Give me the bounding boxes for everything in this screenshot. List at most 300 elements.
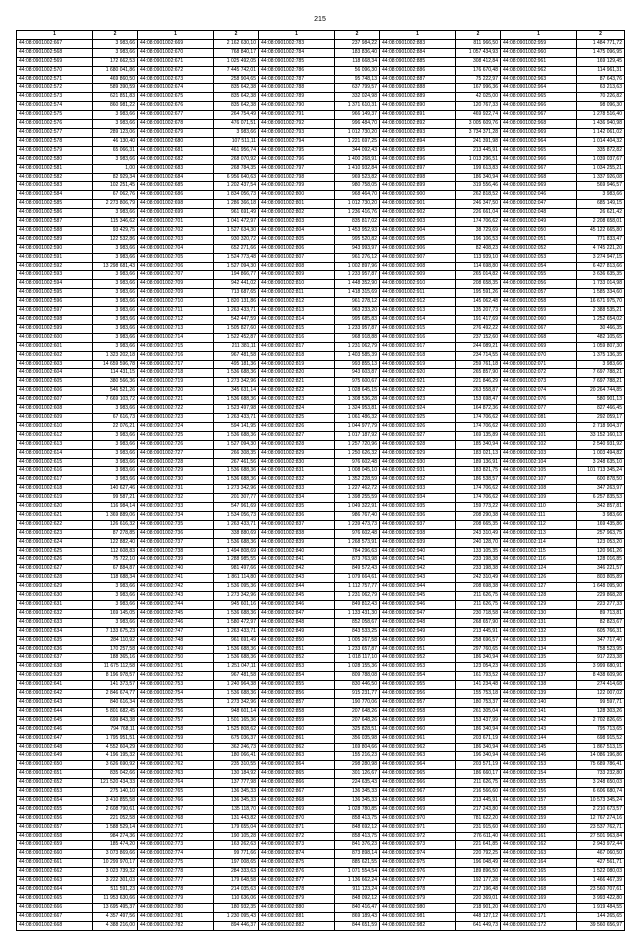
cadastral-number-cell: 44:08:0901002:596 (17, 298, 93, 307)
cadastral-value-cell: 1 580 472,97 (214, 618, 259, 627)
cadastral-number-cell: 44:08:0901002:824 (259, 405, 335, 414)
cadastral-number-cell: 44:08:0901002:784 (259, 48, 335, 57)
cadastral-value-cell: 130 184,92 (214, 770, 259, 779)
cadastral-value-cell: 335 872,82 (577, 146, 625, 155)
cadastral-value-cell: 229 868,28 (577, 592, 625, 601)
cadastral-number-cell: 44:08:0901002:754 (138, 690, 214, 699)
cadastral-number-cell: 44:08:0901002:760 (138, 743, 214, 752)
cadastral-value-cell: 1 059 807,30 (577, 342, 625, 351)
table-row (17, 707, 625, 716)
cadastral-number-cell: 44:08:0901002:967 (501, 164, 577, 173)
cadastral-number-cell: 44:08:0901002:661 (17, 859, 93, 868)
cadastral-number-cell: 44:08:0901002:964 (501, 137, 577, 146)
cadastral-value-cell: 547 961,69 (214, 503, 259, 512)
cadastral-value-cell: 3 983,66 (93, 155, 138, 164)
cadastral-value-cell: 237 152,60 (456, 333, 501, 342)
cadastral-number-cell: 44:08:0901002:786 (259, 66, 335, 75)
cadastral-value-cell: 885 621,55 (335, 859, 380, 868)
cadastral-number-cell: 44:08:0901002:719 (138, 378, 214, 387)
table-row (17, 271, 625, 280)
cadastral-value-cell: 961 276,12 (335, 253, 380, 262)
cadastral-number-cell: 44:08:0901002:775 (138, 859, 214, 868)
cadastral-value-cell: 244 089,21 (456, 342, 501, 351)
cadastral-number-cell: 44:08:0901002:138 (501, 681, 577, 690)
cadastral-value-cell: 1 324 953,81 (335, 405, 380, 414)
cadastral-value-cell: 873 763,98 (335, 556, 380, 565)
cadastral-value-cell: 1 227 462,72 (335, 485, 380, 494)
cadastral-value-cell: 174 706,62 (456, 494, 501, 503)
cadastral-number-cell: 44:08:0901002:629 (17, 583, 93, 592)
cadastral-number-cell: 44:08:0901002:797 (259, 164, 335, 173)
cadastral-number-cell: 44:08:0901002:946 (380, 601, 456, 610)
cadastral-value-cell: 136 345,33 (335, 788, 380, 797)
cadastral-value-cell: 208 290,38 (456, 511, 501, 520)
cadastral-value-cell: 1 263 433,71 (214, 307, 259, 316)
cadastral-value-cell: 3 983,66 (93, 440, 138, 449)
cadastral-value-cell: 172 662,53 (93, 57, 138, 66)
cadastral-value-cell: 155 216,23 (335, 752, 380, 761)
cadastral-value-cell: 161 793,52 (456, 672, 501, 681)
cadastral-value-cell: 169 135,89 (456, 431, 501, 440)
cadastral-number-cell: 44:08:0901002:676 (138, 102, 214, 111)
cadastral-number-cell: 44:08:0901002:791 (259, 111, 335, 120)
cadastral-number-cell: 44:08:0901002:055 (501, 271, 577, 280)
cadastral-value-cell: 795 713,65 (577, 725, 625, 734)
cadastral-number-cell: 44:08:0901002:665 (17, 894, 93, 903)
cadastral-value-cell: 542 447,59 (214, 316, 259, 325)
cadastral-number-cell: 44:08:0901002:896 (380, 155, 456, 164)
cadastral-number-cell: 44:08:0901002:615 (17, 458, 93, 467)
cadastral-value-cell: 141 234,48 (456, 681, 501, 690)
cadastral-value-cell: 183 021,13 (456, 449, 501, 458)
cadastral-value-cell: 3 983,66 (93, 39, 138, 48)
table-row (17, 556, 625, 565)
cadastral-number-cell: 44:08:0901002:887 (380, 75, 456, 84)
cadastral-value-cell: 211 381,11 (214, 342, 259, 351)
cadastral-number-cell: 44:08:0901002:826 (259, 422, 335, 431)
cadastral-value-cell: 1 231 062,79 (335, 592, 380, 601)
cadastral-number-cell: 44:08:0901002:153 (501, 761, 577, 770)
cadastral-value-cell: 1 233 657,87 (335, 645, 380, 654)
cadastral-value-cell: 995 520,82 (335, 235, 380, 244)
cadastral-number-cell: 44:08:0901002:144 (501, 734, 577, 743)
cadastral-number-cell: 44:08:0901002:934 (380, 494, 456, 503)
cadastral-number-cell: 44:08:0901002:653 (17, 788, 93, 797)
cadastral-value-cell: 6 606 680,74 (577, 788, 625, 797)
cadastral-value-cell: 546 521,26 (93, 387, 138, 396)
cadastral-number-cell: 44:08:0901002:959 (501, 39, 577, 48)
table-row (17, 396, 625, 405)
column-header: 1 (259, 31, 335, 40)
cadastral-value-cell: 1 233 957,87 (335, 324, 380, 333)
cadastral-number-cell: 44:08:0901002:146 (501, 752, 577, 761)
cadastral-value-cell: 235 310,55 (214, 761, 259, 770)
cadastral-number-cell: 44:08:0901002:590 (17, 244, 93, 253)
cadastral-value-cell: 1 418 315,69 (335, 289, 380, 298)
cadastral-number-cell: 44:08:0901002:755 (138, 698, 214, 707)
cadastral-value-cell: 3 734 371,28 (456, 128, 501, 137)
cadastral-value-cell: 346 221,57 (577, 565, 625, 574)
cadastral-value-cell: 33 152 160,13 (577, 431, 625, 440)
cadastral-number-cell: 44:08:0901002:841 (259, 556, 335, 565)
cadastral-value-cell: 20 264 744,85 (577, 387, 625, 396)
cadastral-value-cell: 380 566,36 (93, 378, 138, 387)
cadastral-number-cell: 44:08:0901002:683 (138, 164, 214, 173)
cadastral-number-cell: 44:08:0901002:701 (138, 218, 214, 227)
cadastral-value-cell: 2 273 806,79 (93, 200, 138, 209)
cadastral-number-cell: 44:08:0901002:705 (138, 253, 214, 262)
cadastral-number-cell: 44:08:0901002:660 (17, 850, 93, 859)
cadastral-value-cell: 1 867 513,15 (577, 743, 625, 752)
cadastral-number-cell: 44:08:0901002:976 (380, 868, 456, 877)
cadastral-number-cell: 44:08:0901002:917 (380, 342, 456, 351)
cadastral-value-cell: 65 066,31 (93, 146, 138, 155)
cadastral-number-cell: 44:08:0901002:813 (259, 307, 335, 316)
cadastral-value-cell: 1 018 117,10 (335, 654, 380, 663)
cadastral-value-cell: 1 278 516,40 (577, 111, 625, 120)
table-row (17, 307, 625, 316)
cadastral-number-cell: 44:08:0901002:599 (17, 324, 93, 333)
cadastral-number-cell: 44:08:0901002:614 (17, 449, 93, 458)
cadastral-number-cell: 44:08:0901002:789 (259, 93, 335, 102)
cadastral-value-cell: 758 523,95 (577, 645, 625, 654)
cadastral-number-cell: 44:08:0901002:165 (501, 868, 577, 877)
cadastral-number-cell: 44:08:0901002:956 (380, 690, 456, 699)
cadastral-number-cell: 44:08:0901002:582 (17, 173, 93, 182)
cadastral-value-cell: 427 561,71 (577, 859, 625, 868)
table-row (17, 146, 625, 155)
cadastral-number-cell: 44:08:0901002:833 (259, 485, 335, 494)
cadastral-value-cell: 1 250 626,32 (335, 449, 380, 458)
header-row (17, 31, 625, 40)
cadastral-value-cell: 213 445,91 (456, 796, 501, 805)
cadastral-value-cell: 93 429,75 (93, 226, 138, 235)
cadastral-value-cell: 3 983,66 (93, 458, 138, 467)
cadastral-number-cell: 44:08:0901002:612 (17, 431, 93, 440)
cadastral-number-cell: 44:08:0901002:904 (380, 226, 456, 235)
cadastral-value-cell: 1 273 342,96 (214, 485, 259, 494)
cadastral-number-cell: 44:08:0901002:623 (17, 529, 93, 538)
cadastral-number-cell: 44:08:0901002:865 (259, 770, 335, 779)
cadastral-number-cell: 44:08:0901002:681 (138, 146, 214, 155)
cadastral-number-cell: 44:08:0901002:913 (380, 307, 456, 316)
table-row (17, 440, 625, 449)
cadastral-value-cell: 4 196 195,32 (93, 752, 138, 761)
cadastral-value-cell: 733 232,80 (577, 770, 625, 779)
cadastral-value-cell: 1 795 951,51 (93, 734, 138, 743)
cadastral-number-cell: 44:08:0901002:919 (380, 360, 456, 369)
cadastral-value-cell: 128 303,26 (577, 707, 625, 716)
cadastral-number-cell: 44:08:0901002:702 (138, 226, 214, 235)
cadastral-value-cell: 203 571,19 (456, 761, 501, 770)
cadastral-value-cell: 3 983,66 (577, 191, 625, 200)
cadastral-value-cell: 1 453 952,93 (335, 226, 380, 235)
cadastral-value-cell: 1 648 095,90 (577, 583, 625, 592)
cadastral-number-cell: 44:08:0901002:924 (380, 405, 456, 414)
cadastral-number-cell: 44:08:0901002:050 (501, 226, 577, 235)
cadastral-value-cell: 594 141,95 (214, 422, 259, 431)
cadastral-number-cell: 44:08:0901002:972 (380, 832, 456, 841)
cadastral-number-cell: 44:08:0901002:854 (259, 672, 335, 681)
cadastral-value-cell: 1 236 416,76 (335, 209, 380, 218)
cadastral-number-cell: 44:08:0901002:875 (259, 859, 335, 868)
cadastral-value-cell: 1 323 202,18 (93, 351, 138, 360)
cadastral-number-cell: 44:08:0901002:635 (17, 636, 93, 645)
cadastral-value-cell: 268 784,35 (214, 164, 259, 173)
cadastral-number-cell: 44:08:0901002:071 (501, 360, 577, 369)
cadastral-number-cell: 44:08:0901002:568 (17, 48, 93, 57)
cadastral-number-cell: 44:08:0901002:644 (17, 707, 93, 716)
cadastral-number-cell: 44:08:0901002:626 (17, 556, 93, 565)
cadastral-number-cell: 44:08:0901002:703 (138, 235, 214, 244)
column-header: 2 (214, 31, 259, 40)
cadastral-value-cell: 1 410 932,84 (335, 164, 380, 173)
table-row (17, 894, 625, 903)
cadastral-number-cell: 44:08:0901002:899 (380, 182, 456, 191)
cadastral-number-cell: 44:08:0901002:831 (259, 467, 335, 476)
cadastral-value-cell: 98 096,30 (577, 102, 625, 111)
cadastral-number-cell: 44:08:0901002:741 (138, 574, 214, 583)
cadastral-value-cell: 2 210 673,57 (577, 805, 625, 814)
cadastral-number-cell: 44:08:0901002:715 (138, 342, 214, 351)
cadastral-value-cell: 6 427 813,66 (577, 262, 625, 271)
cadastral-number-cell: 44:08:0901002:821 (259, 378, 335, 387)
cadastral-number-cell: 44:08:0901002:143 (501, 725, 577, 734)
cadastral-value-cell: 207 648,26 (335, 716, 380, 725)
cadastral-value-cell: 131 443,82 (214, 814, 259, 823)
cadastral-value-cell: 1 005 267,58 (335, 636, 380, 645)
cadastral-number-cell: 44:08:0901002:745 (138, 609, 214, 618)
cadastral-value-cell: 1 057 434,93 (456, 48, 501, 57)
cadastral-number-cell: 44:08:0901002:126 (501, 574, 577, 583)
cadastral-number-cell: 44:08:0901002:740 (138, 565, 214, 574)
cadastral-value-cell: 469 922,74 (456, 111, 501, 120)
cadastral-value-cell: 14 086 196,86 (577, 752, 625, 761)
table-row (17, 520, 625, 529)
cadastral-number-cell: 44:08:0901002:903 (380, 218, 456, 227)
cadastral-number-cell: 44:08:0901002:129 (501, 601, 577, 610)
cadastral-value-cell: 284 110,92 (93, 636, 138, 645)
cadastral-number-cell: 44:08:0901002:847 (259, 609, 335, 618)
cadastral-number-cell: 44:08:0901002:872 (259, 832, 335, 841)
cadastral-value-cell: 345 631,14 (214, 387, 259, 396)
cadastral-number-cell: 44:08:0901002:978 (380, 886, 456, 895)
cadastral-number-cell: 44:08:0901002:733 (138, 503, 214, 512)
cadastral-number-cell: 44:08:0901002:140 (501, 698, 577, 707)
cadastral-number-cell: 44:08:0901002:965 (380, 770, 456, 779)
cadastral-value-cell: 1 041 472,97 (214, 218, 259, 227)
cadastral-number-cell: 44:08:0901002:670 (138, 48, 214, 57)
cadastral-value-cell: 2 388 535,21 (577, 307, 625, 316)
cadastral-value-cell: 195 591,26 (456, 289, 501, 298)
cadastral-value-cell: 223 277,33 (577, 601, 625, 610)
cadastral-number-cell: 44:08:0901002:109 (501, 494, 577, 503)
cadastral-value-cell: 461 956,74 (214, 146, 259, 155)
cadastral-value-cell: 128 016,85 (577, 556, 625, 565)
cadastral-value-cell: 118 668,34 (335, 57, 380, 66)
column-header: 1 (138, 31, 214, 40)
table-row (17, 770, 625, 779)
cadastral-value-cell: 3 023 739,32 (93, 868, 138, 877)
cadastral-value-cell: 10 299 970,17 (93, 859, 138, 868)
cadastral-value-cell: 308 412,84 (456, 57, 501, 66)
cadastral-number-cell: 44:08:0901002:929 (380, 449, 456, 458)
cadastral-value-cell: 122 532,86 (93, 235, 138, 244)
cadastral-number-cell: 44:08:0901002:613 (17, 440, 93, 449)
cadastral-number-cell: 44:08:0901002:882 (259, 921, 335, 930)
cadastral-value-cell: 699 843,38 (93, 716, 138, 725)
cadastral-value-cell: 240 128,70 (456, 538, 501, 547)
cadastral-number-cell: 44:08:0901002:751 (138, 663, 214, 672)
cadastral-value-cell: 1 049 322,91 (335, 503, 380, 512)
cadastral-number-cell: 44:08:0901002:579 (17, 146, 93, 155)
cadastral-number-cell: 44:08:0901002:923 (380, 396, 456, 405)
cadastral-value-cell: 268 657,90 (456, 618, 501, 627)
cadastral-number-cell: 44:08:0901002:651 (17, 770, 93, 779)
table-row (17, 235, 625, 244)
cadastral-number-cell: 44:08:0901002:819 (259, 360, 335, 369)
cadastral-number-cell: 44:08:0901002:112 (501, 520, 577, 529)
cadastral-value-cell: 1 028 645,15 (335, 387, 380, 396)
cadastral-number-cell: 44:08:0901002:170 (501, 903, 577, 912)
cadastral-value-cell: 976 602,48 (335, 458, 380, 467)
cadastral-number-cell: 44:08:0901002:656 (17, 814, 93, 823)
table-row (17, 57, 625, 66)
cadastral-number-cell: 44:08:0901002:766 (138, 796, 214, 805)
cadastral-value-cell: 1 536 688,36 (214, 476, 259, 485)
cadastral-number-cell: 44:08:0901002:711 (138, 307, 214, 316)
cadastral-number-cell: 44:08:0901002:575 (17, 111, 93, 120)
cadastral-value-cell: 1 534 056,73 (214, 511, 259, 520)
cadastral-number-cell: 44:08:0901002:982 (380, 921, 456, 930)
cadastral-number-cell: 44:08:0901002:649 (17, 752, 93, 761)
cadastral-number-cell: 44:08:0901002:861 (259, 734, 335, 743)
cadastral-value-cell: 185 340,94 (456, 440, 501, 449)
cadastral-number-cell: 44:08:0901002:654 (17, 796, 93, 805)
cadastral-value-cell: 1 136 662,24 (335, 877, 380, 886)
cadastral-value-cell: 3 983,66 (577, 511, 625, 520)
cadastral-number-cell: 44:08:0901002:866 (259, 779, 335, 788)
table-row (17, 547, 625, 556)
cadastral-number-cell: 44:08:0901002:699 (138, 209, 214, 218)
cadastral-value-cell: 1 484 771,72 (577, 39, 625, 48)
cadastral-number-cell: 44:08:0901002:811 (259, 289, 335, 298)
cadastral-number-cell: 44:08:0901002:805 (259, 235, 335, 244)
cadastral-number-cell: 44:08:0901002:728 (138, 458, 214, 467)
cadastral-value-cell: 67 884,87 (93, 565, 138, 574)
cadastral-value-cell: 1 012 730,20 (335, 200, 380, 209)
cadastral-number-cell: 44:08:0901002:840 (259, 547, 335, 556)
cadastral-number-cell: 44:08:0901002:155 (501, 779, 577, 788)
cadastral-value-cell: 869 189,43 (335, 912, 380, 921)
cadastral-value-cell: 3 222 301,03 (93, 877, 138, 886)
cadastral-number-cell: 44:08:0901002:734 (138, 511, 214, 520)
cadastral-number-cell: 44:08:0901002:110 (501, 503, 577, 512)
cadastral-value-cell: 3 005 609,76 (456, 120, 501, 129)
cadastral-value-cell: 967 481,58 (214, 672, 259, 681)
cadastral-value-cell: 186 538,57 (456, 476, 501, 485)
cadastral-number-cell: 44:08:0901002:836 (259, 511, 335, 520)
cadastral-number-cell: 44:08:0901002:720 (138, 387, 214, 396)
table-row (17, 503, 625, 512)
cadastral-value-cell: 675 036,37 (214, 734, 259, 743)
cadastral-number-cell: 44:08:0901002:907 (380, 253, 456, 262)
table-row (17, 796, 625, 805)
table-row (17, 841, 625, 850)
cadastral-number-cell: 44:08:0901002:081 (501, 413, 577, 422)
cadastral-value-cell: 297 760,65 (456, 645, 501, 654)
cadastral-number-cell: 44:08:0901002:619 (17, 494, 93, 503)
table-row (17, 360, 625, 369)
cadastral-value-cell: 1 536 688,36 (214, 467, 259, 476)
cadastral-number-cell: 44:08:0901002:906 (380, 244, 456, 253)
cadastral-number-cell: 44:08:0901002:874 (259, 850, 335, 859)
cadastral-value-cell: 1 448 352,90 (335, 280, 380, 289)
cadastral-number-cell: 44:08:0901002:103 (501, 449, 577, 458)
table-row (17, 850, 625, 859)
cadastral-value-cell: 1 536 688,36 (214, 690, 259, 699)
cadastral-value-cell: 126 616,32 (93, 520, 138, 529)
cadastral-value-cell: 298 280,98 (335, 761, 380, 770)
cadastral-value-cell: 967 481,58 (214, 351, 259, 360)
cadastral-value-cell: 122 882,40 (93, 538, 138, 547)
cadastral-number-cell: 44:08:0901002:724 (138, 422, 214, 431)
cadastral-number-cell: 44:08:0901002:891 (380, 111, 456, 120)
cadastral-value-cell: 809 788,08 (335, 672, 380, 681)
cadastral-value-cell: 1 527 094,30 (214, 262, 259, 271)
cadastral-value-cell: 186 660,17 (456, 770, 501, 779)
cadastral-value-cell: 1 230 095,43 (214, 912, 259, 921)
table-row (17, 681, 625, 690)
cadastral-value-cell: 3 248 635,10 (577, 458, 625, 467)
cadastral-number-cell: 44:08:0901002:763 (138, 770, 214, 779)
cadastral-number-cell: 44:08:0901002:594 (17, 280, 93, 289)
table-row (17, 476, 625, 485)
cadastral-number-cell: 44:08:0901002:783 (259, 39, 335, 48)
cadastral-number-cell: 44:08:0901002:921 (380, 378, 456, 387)
cadastral-value-cell: 1 536 688,36 (214, 369, 259, 378)
table-row (17, 413, 625, 422)
cadastral-number-cell: 44:08:0901002:727 (138, 449, 214, 458)
cadastral-number-cell: 44:08:0901002:825 (259, 413, 335, 422)
cadastral-value-cell: 180 753,37 (456, 698, 501, 707)
cadastral-number-cell: 44:08:0901002:851 (259, 645, 335, 654)
cadastral-number-cell: 44:08:0901002:935 (380, 503, 456, 512)
cadastral-value-cell: 980 758,05 (335, 182, 380, 191)
cadastral-number-cell: 44:08:0901002:926 (380, 422, 456, 431)
cadastral-number-cell: 44:08:0901002:859 (259, 716, 335, 725)
cadastral-value-cell: 448 127,12 (456, 912, 501, 921)
cadastral-number-cell: 44:08:0901002:787 (259, 75, 335, 84)
cadastral-value-cell: 1 252 654,02 (577, 316, 625, 325)
table-row (17, 609, 625, 618)
cadastral-value-cell: 284 333,63 (214, 868, 259, 877)
cadastral-value-cell: 208 658,35 (456, 280, 501, 289)
cadastral-number-cell: 44:08:0901002:598 (17, 316, 93, 325)
cadastral-value-cell: 192 177,28 (456, 877, 501, 886)
cadastral-value-cell: 196 340,94 (456, 752, 501, 761)
cadastral-number-cell: 44:08:0901002:777 (138, 877, 214, 886)
table-row (17, 120, 625, 129)
cadastral-number-cell: 44:08:0901002:878 (259, 886, 335, 895)
cadastral-value-cell: 621 851,83 (93, 93, 138, 102)
cadastral-value-cell: 123 054,23 (456, 663, 501, 672)
cadastral-value-cell: 174 706,62 (456, 413, 501, 422)
cadastral-number-cell: 44:08:0901002:060 (501, 316, 577, 325)
cadastral-number-cell: 44:08:0901002:662 (17, 868, 93, 877)
table-row (17, 823, 625, 832)
cadastral-number-cell: 44:08:0901002:796 (259, 155, 335, 164)
